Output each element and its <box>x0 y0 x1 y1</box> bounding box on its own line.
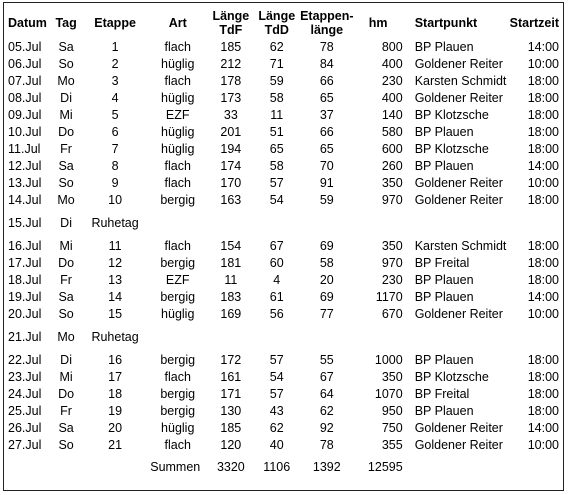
cell-startpunkt: BP Plauen <box>414 159 474 173</box>
cell-startzeit: 18:00 <box>527 387 559 401</box>
header-tag: Tag <box>55 16 77 30</box>
cell-hm: 800 <box>381 40 403 54</box>
cell-datum: 14.Jul <box>8 193 42 207</box>
cell-startzeit: 14:00 <box>527 40 559 54</box>
table-row <box>4 369 563 386</box>
header-etappe: Etappe <box>94 16 136 30</box>
cell-laenge-tdd: 58 <box>269 159 284 173</box>
cell-etappenlaenge: 77 <box>319 307 334 321</box>
cell-art: EZF <box>165 273 190 287</box>
header-laenge-tdf-line2: TdF <box>219 23 243 37</box>
cell-etappenlaenge: 55 <box>319 353 334 367</box>
cell-startzeit: 18:00 <box>527 273 559 287</box>
cell-startpunkt: Goldener Reiter <box>414 176 503 190</box>
header-datum: Datum <box>8 16 47 30</box>
cell-laenge-tdf: 173 <box>220 91 242 105</box>
cell-etappe: 7 <box>111 142 119 156</box>
cell-laenge-tdf: 178 <box>220 74 242 88</box>
table-row <box>4 158 563 175</box>
cell-laenge-tdf: 172 <box>220 353 242 367</box>
cell-hm: 350 <box>381 239 403 253</box>
rest-day-row <box>4 213 563 234</box>
cell-laenge-tdf: 33 <box>223 108 238 122</box>
cell-etappenlaenge: 66 <box>319 125 334 139</box>
cell-startpunkt: BP Plauen <box>414 40 474 54</box>
cell-art: EZF <box>165 108 190 122</box>
cell-art: bergig <box>160 387 196 401</box>
cell-hm: 580 <box>381 125 403 139</box>
cell-laenge-tdd: 57 <box>269 387 284 401</box>
cell-etappe: 11 <box>108 239 122 253</box>
cell-startpunkt: BP Freital <box>414 387 470 401</box>
cell-art: hüglig <box>161 125 195 139</box>
cell-art: flach <box>164 370 191 384</box>
empty-cell <box>147 213 563 234</box>
cell-hm: 350 <box>381 176 403 190</box>
table-row <box>4 238 563 255</box>
cell-datum: 11.Jul <box>8 142 41 156</box>
cell-laenge-tdd: 58 <box>269 91 284 105</box>
cell-etappenlaenge: 69 <box>319 239 334 253</box>
header-laenge-tdd-line2: TdD <box>264 23 289 37</box>
cell-etappenlaenge: 59 <box>319 193 334 207</box>
cell-hm: 600 <box>381 142 403 156</box>
cell-startzeit: 10:00 <box>527 176 559 190</box>
cell-tag: Sa <box>58 159 74 173</box>
cell-etappe: 18 <box>108 387 123 401</box>
cell-laenge-tdf: 174 <box>220 159 242 173</box>
cell-etappe: 4 <box>111 91 119 105</box>
cell-datum: 07.Jul <box>8 74 42 88</box>
table-row <box>4 272 563 289</box>
cell-etappenlaenge: 84 <box>319 57 334 71</box>
cell-hm: 400 <box>381 57 403 71</box>
cell-tag: So <box>58 307 74 321</box>
table-row <box>4 141 563 158</box>
header-laenge-tdd-line1: Länge <box>258 9 296 23</box>
cell-datum: 16.Jul <box>8 239 42 253</box>
cell-startpunkt: Karsten Schmidt <box>414 74 507 88</box>
cell-laenge-tdf: 154 <box>220 239 242 253</box>
cell-startpunkt: BP Plauen <box>414 290 474 304</box>
cell-laenge-tdd: 40 <box>269 438 284 452</box>
cell-etappenlaenge: 66 <box>319 74 334 88</box>
cell-tag: So <box>58 176 74 190</box>
cell-laenge-tdd: 57 <box>269 176 284 190</box>
table-row <box>4 107 563 124</box>
cell-etappe: 16 <box>108 353 123 367</box>
empty-cell <box>409 454 563 480</box>
cell-tag: Sa <box>58 290 74 304</box>
cell-tag: Mo <box>57 193 75 207</box>
cell-etappe: 10 <box>108 193 123 207</box>
summen-etappenlaenge: 1392 <box>312 460 341 474</box>
cell-etappe: 3 <box>111 74 119 88</box>
cell-startzeit: 18:00 <box>527 370 559 384</box>
cell-hm: 140 <box>381 108 403 122</box>
cell-startpunkt: BP Klotzsche <box>414 142 489 156</box>
cell-art: flach <box>164 40 191 54</box>
table-row <box>4 403 563 420</box>
cell-etappenlaenge: 62 <box>319 404 334 418</box>
cell-laenge-tdd: 43 <box>269 404 284 418</box>
cell-laenge-tdf: 171 <box>220 387 242 401</box>
cell-tag: Sa <box>58 40 74 54</box>
cell-laenge-tdf: 181 <box>220 256 242 270</box>
cell-etappe: 8 <box>111 159 119 173</box>
cell-laenge-tdd: 65 <box>269 142 284 156</box>
cell-datum: 06.Jul <box>8 57 42 71</box>
cell-etappenlaenge: 78 <box>319 40 334 54</box>
cell-datum: 23.Jul <box>8 370 42 384</box>
cell-startzeit: 18:00 <box>527 108 559 122</box>
cell-startpunkt: Goldener Reiter <box>414 438 503 452</box>
cell-etappe: 14 <box>108 290 123 304</box>
cell-art: hüglig <box>161 91 195 105</box>
cell-laenge-tdf: 183 <box>220 290 242 304</box>
cell-laenge-tdf: 194 <box>220 142 242 156</box>
cell-tag: So <box>58 57 74 71</box>
cell-hm: 1000 <box>374 353 403 367</box>
cell-startzeit: 10:00 <box>527 57 559 71</box>
cell-hm: 230 <box>381 74 403 88</box>
cell-tag: Do <box>58 387 75 401</box>
cell-art: hüglig <box>161 421 195 435</box>
cell-art: flach <box>164 239 191 253</box>
rest-day-label: Ruhetag <box>91 330 139 344</box>
header-hm: hm <box>368 16 388 30</box>
cell-startpunkt: Goldener Reiter <box>414 193 503 207</box>
cell-hm: 355 <box>381 438 403 452</box>
cell-startzeit: 14:00 <box>527 159 559 173</box>
cell-laenge-tdd: 57 <box>269 353 284 367</box>
cell-startzeit: 18:00 <box>527 256 559 270</box>
empty-cell <box>147 327 563 348</box>
cell-datum: 09.Jul <box>8 108 42 122</box>
header-startzeit: Startzeit <box>509 16 559 30</box>
header-etappenlaenge <box>300 7 353 39</box>
header-row <box>4 7 563 39</box>
cell-laenge-tdd: 62 <box>269 421 284 435</box>
cell-art: hüglig <box>161 57 195 71</box>
cell-art: bergig <box>160 256 196 270</box>
table-row <box>4 39 563 56</box>
cell-art: flach <box>164 176 191 190</box>
cell-datum: 10.Jul <box>8 125 42 139</box>
header-art: Art <box>168 16 187 30</box>
table-row <box>4 386 563 403</box>
cell-startpunkt: Karsten Schmidt <box>414 239 507 253</box>
cell-hm: 970 <box>381 256 403 270</box>
cell-hm: 260 <box>381 159 403 173</box>
cell-etappe: 12 <box>108 256 123 270</box>
header-startpunkt: Startpunkt <box>414 16 478 30</box>
cell-etappenlaenge: 37 <box>319 108 334 122</box>
cell-tag: Di <box>60 216 72 230</box>
cell-laenge-tdf: 130 <box>220 404 242 418</box>
cell-etappenlaenge: 65 <box>319 142 334 156</box>
table-row <box>4 420 563 437</box>
cell-laenge-tdd: 61 <box>269 290 284 304</box>
summen-row <box>4 454 563 480</box>
cell-startpunkt: Goldener Reiter <box>414 57 503 71</box>
cell-tag: Mi <box>59 370 73 384</box>
cell-laenge-tdf: 185 <box>220 40 242 54</box>
cell-art: flach <box>164 159 191 173</box>
header-laenge-tdf <box>208 7 253 39</box>
cell-etappenlaenge: 92 <box>319 421 334 435</box>
cell-tag: Mo <box>57 74 75 88</box>
cell-startzeit: 14:00 <box>527 421 559 435</box>
cell-etappenlaenge: 65 <box>319 91 334 105</box>
table-row <box>4 255 563 272</box>
cell-hm: 400 <box>381 91 403 105</box>
cell-datum: 27.Jul <box>8 438 42 452</box>
cell-hm: 950 <box>381 404 403 418</box>
cell-tag: Di <box>60 353 72 367</box>
cell-startzeit: 18:00 <box>527 74 559 88</box>
cell-hm: 750 <box>381 421 403 435</box>
cell-etappenlaenge: 69 <box>319 290 334 304</box>
cell-etappe: 20 <box>108 421 123 435</box>
cell-art: bergig <box>160 193 196 207</box>
cell-etappenlaenge: 91 <box>319 176 334 190</box>
cell-datum: 12.Jul <box>8 159 42 173</box>
cell-datum: 21.Jul <box>8 330 42 344</box>
cell-etappenlaenge: 64 <box>319 387 334 401</box>
cell-startpunkt: Goldener Reiter <box>414 307 503 321</box>
cell-etappe: 21 <box>108 438 123 452</box>
cell-etappenlaenge: 78 <box>319 438 334 452</box>
cell-startzeit: 18:00 <box>527 404 559 418</box>
cell-hm: 230 <box>381 273 403 287</box>
table-row <box>4 90 563 107</box>
table-row <box>4 289 563 306</box>
cell-startzeit: 18:00 <box>527 125 559 139</box>
cell-startpunkt: BP Plauen <box>414 125 474 139</box>
header-laenge-tdf-line1: Länge <box>212 9 250 23</box>
cell-startpunkt: Goldener Reiter <box>414 421 503 435</box>
table-row <box>4 306 563 323</box>
cell-datum: 20.Jul <box>8 307 42 321</box>
cell-tag: So <box>58 438 74 452</box>
cell-laenge-tdf: 170 <box>220 176 242 190</box>
table-row <box>4 124 563 141</box>
cell-etappenlaenge: 67 <box>319 370 334 384</box>
cell-datum: 18.Jul <box>8 273 42 287</box>
cell-laenge-tdd: 4 <box>273 273 281 287</box>
table-row <box>4 352 563 369</box>
cell-laenge-tdd: 60 <box>269 256 284 270</box>
cell-art: flach <box>164 438 191 452</box>
cell-hm: 1170 <box>375 290 403 304</box>
cell-datum: 17.Jul <box>8 256 42 270</box>
cell-laenge-tdd: 56 <box>269 307 284 321</box>
cell-etappe: 2 <box>111 57 119 71</box>
cell-laenge-tdd: 54 <box>269 370 284 384</box>
cell-tag: Mi <box>59 239 73 253</box>
header-etappenlaenge-line2: länge <box>310 23 344 37</box>
cell-startpunkt: Goldener Reiter <box>414 91 503 105</box>
cell-startzeit: 18:00 <box>527 353 559 367</box>
cell-startzeit: 10:00 <box>527 307 559 321</box>
cell-tag: Mi <box>59 108 73 122</box>
cell-startzeit: 10:00 <box>527 438 559 452</box>
cell-datum: 05.Jul <box>8 40 42 54</box>
cell-etappe: 1 <box>111 40 119 54</box>
summen-hm: 12595 <box>367 460 403 474</box>
cell-laenge-tdf: 185 <box>220 421 242 435</box>
cell-laenge-tdf: 161 <box>220 370 242 384</box>
table-row <box>4 56 563 73</box>
cell-laenge-tdd: 54 <box>269 193 284 207</box>
cell-datum: 13.Jul <box>8 176 42 190</box>
cell-tag: Fr <box>60 273 72 287</box>
summen-label: Summen <box>150 460 201 474</box>
cell-tag: Fr <box>60 404 72 418</box>
cell-tag: Sa <box>58 421 74 435</box>
schedule-frame <box>3 2 564 491</box>
cell-startpunkt: BP Plauen <box>414 404 474 418</box>
cell-art: flach <box>164 74 191 88</box>
cell-startpunkt: BP Klotzsche <box>414 108 489 122</box>
cell-etappenlaenge: 20 <box>319 273 334 287</box>
cell-startzeit: 18:00 <box>527 239 559 253</box>
cell-hm: 350 <box>381 370 403 384</box>
table-row <box>4 192 563 209</box>
rest-day-row <box>4 327 563 348</box>
cell-laenge-tdf: 163 <box>220 193 242 207</box>
cell-tag: Do <box>58 256 75 270</box>
cell-datum: 15.Jul <box>8 216 42 230</box>
cell-laenge-tdf: 169 <box>220 307 242 321</box>
cell-hm: 970 <box>381 193 403 207</box>
header-laenge-tdd <box>253 7 300 39</box>
cell-startpunkt: BP Klotzsche <box>414 370 489 384</box>
table-row <box>4 437 563 454</box>
cell-etappe: 15 <box>108 307 123 321</box>
cell-art: hüglig <box>161 142 195 156</box>
cell-etappe: 9 <box>111 176 119 190</box>
cell-etappe: 6 <box>111 125 119 139</box>
cell-laenge-tdd: 67 <box>269 239 284 253</box>
cell-laenge-tdd: 59 <box>269 74 284 88</box>
cell-art: bergig <box>160 290 196 304</box>
cell-startpunkt: BP Plauen <box>414 273 474 287</box>
cell-laenge-tdd: 71 <box>269 57 284 71</box>
cell-datum: 19.Jul <box>8 290 42 304</box>
cell-art: bergig <box>160 404 196 418</box>
cell-datum: 22.Jul <box>8 353 42 367</box>
cell-laenge-tdf: 212 <box>220 57 242 71</box>
cell-etappe: 5 <box>111 108 119 122</box>
cell-etappenlaenge: 70 <box>319 159 334 173</box>
cell-datum: 24.Jul <box>8 387 42 401</box>
cell-startzeit: 14:00 <box>527 290 559 304</box>
cell-startpunkt: BP Freital <box>414 256 470 270</box>
summen-laenge-tdf: 3320 <box>216 460 245 474</box>
table-row <box>4 175 563 192</box>
cell-laenge-tdf: 120 <box>220 438 242 452</box>
cell-datum: 26.Jul <box>8 421 42 435</box>
schedule-body <box>4 39 563 480</box>
cell-startpunkt: BP Plauen <box>414 353 474 367</box>
cell-laenge-tdd: 11 <box>270 108 284 122</box>
cell-art: bergig <box>160 353 196 367</box>
cell-tag: Mo <box>57 330 75 344</box>
cell-hm: 1070 <box>374 387 403 401</box>
rest-day-label: Ruhetag <box>91 216 139 230</box>
table-row <box>4 73 563 90</box>
cell-datum: 08.Jul <box>8 91 42 105</box>
cell-startzeit: 18:00 <box>527 142 559 156</box>
cell-startzeit: 18:00 <box>527 91 559 105</box>
cell-tag: Do <box>58 125 75 139</box>
cell-etappe: 19 <box>108 404 123 418</box>
cell-startzeit: 18:00 <box>527 193 559 207</box>
summen-laenge-tdd: 1106 <box>263 460 291 474</box>
cell-tag: Fr <box>60 142 72 156</box>
cell-tag: Di <box>60 91 72 105</box>
cell-art: hüglig <box>161 307 195 321</box>
cell-laenge-tdd: 51 <box>269 125 284 139</box>
cell-etappe: 13 <box>108 273 123 287</box>
cell-etappenlaenge: 58 <box>319 256 334 270</box>
cell-hm: 670 <box>381 307 403 321</box>
cell-laenge-tdf: 201 <box>220 125 242 139</box>
cell-datum: 25.Jul <box>8 404 42 418</box>
header-etappenlaenge-line1: Etappen- <box>300 9 354 23</box>
cell-etappe: 17 <box>108 370 123 384</box>
cell-laenge-tdd: 62 <box>269 40 284 54</box>
cell-laenge-tdf: 11 <box>224 273 238 287</box>
stage-schedule-table <box>4 7 563 480</box>
